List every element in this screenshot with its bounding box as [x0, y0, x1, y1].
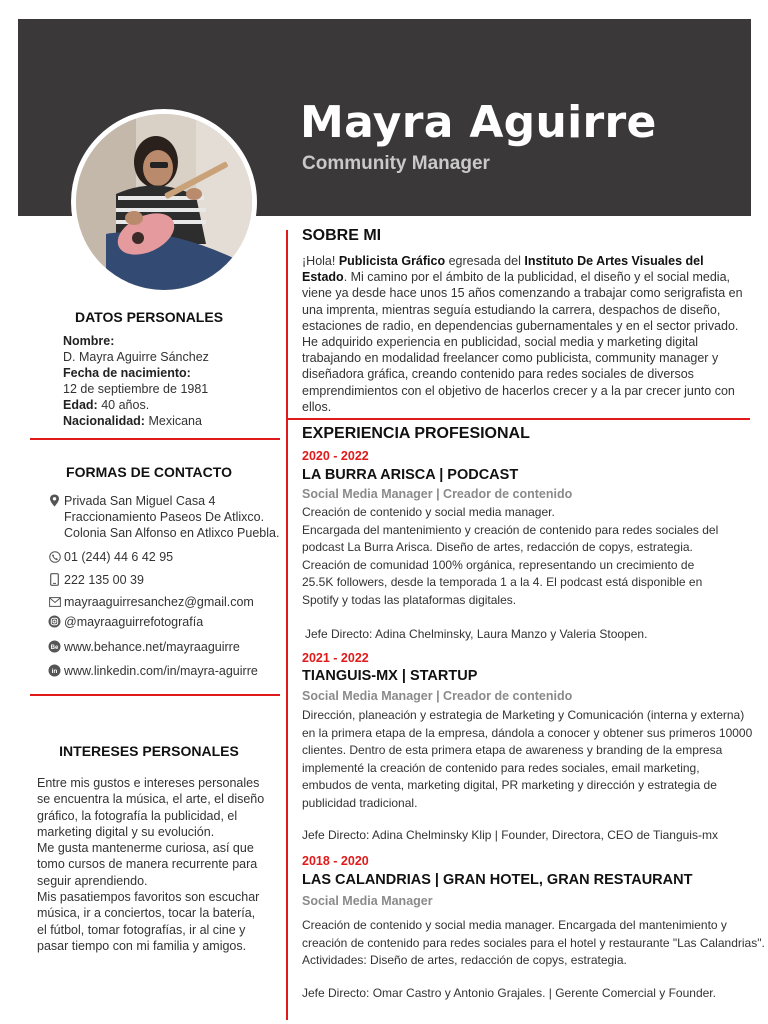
job-years: 2018 - 2020	[302, 854, 369, 868]
interests-line: gráfico, la fotografía la publicidad, el	[37, 808, 238, 823]
nationality-value: Mexicana	[148, 414, 202, 428]
interests-line: Entre mis gustos e intereses personales	[37, 776, 260, 790]
job-description-line: Creación de comunidad 100% orgánica, representando un crecimiento de	[302, 557, 695, 572]
mobile-icon	[48, 573, 61, 586]
job-boss: Jefe Directo: Adina Chelminsky, Laura Manzo y Valeria Stoopen.	[305, 627, 648, 641]
job-years: 2021 - 2022	[302, 651, 369, 665]
job-company: LA BURRA ARISCA | PODCAST	[302, 467, 519, 483]
contact-behance[interactable]	[48, 639, 240, 655]
interests-title: INTERESES PERSONALES	[59, 743, 239, 759]
linkedin-link[interactable]: www.linkedin.com/in/mayra-aguirre	[64, 664, 258, 678]
name-label: Nombre:	[63, 334, 115, 348]
profile-photo	[71, 109, 257, 295]
job-description-line: en la primera etapa de la empresa, dándola a conocer y obtener sus primeros 10000	[302, 725, 753, 740]
nationality-label: Nacionalidad:	[63, 414, 145, 428]
email-link[interactable]: mayraaguirresanchez@gmail.com	[64, 595, 254, 609]
instagram-link[interactable]: @mayraaguirrefotografía	[64, 615, 204, 629]
age-label: Edad:	[63, 398, 98, 412]
age-value: 40 años.	[101, 398, 150, 412]
job-description-line: clientes. Dentro de esta primera etapa de awareness y branding de la empresa	[302, 743, 723, 757]
job-description-line: Creación de contenido y social media manager.	[302, 505, 555, 519]
column-divider	[286, 230, 288, 1020]
location-icon	[48, 494, 61, 507]
contact-address	[48, 493, 279, 541]
job-description-line: embudos de venta, marketing digital, PR marketing y dirección y estrategia de	[302, 778, 717, 792]
job-description-line: creación de contenido para redes sociales para el hotel y restaurante "Las Calandrias".	[302, 935, 765, 950]
job-role: Social Media Manager | Creador de contenido	[302, 487, 573, 501]
divider	[288, 418, 750, 420]
about-degree: Publicista Gráfico	[338, 254, 446, 268]
job-boss: Jefe Directo: Adina Chelminsky Klip | Founder, Directora, CEO de Tianguis-mx	[302, 828, 718, 842]
behance-link[interactable]: www.behance.net/mayraaguirre	[64, 640, 240, 654]
address-line: Colonia San Alfonso en Atlixco Puebla.	[64, 526, 280, 540]
birth-label: Fecha de nacimiento:	[63, 366, 191, 380]
phone-text: 01 (244) 44 6 42 95	[64, 550, 174, 564]
personal-data-title: DATOS PERSONALES	[74, 309, 224, 325]
mail-icon	[48, 595, 61, 608]
job-description	[302, 917, 765, 970]
job-role: Social Media Manager | Creador de contenido	[302, 689, 573, 703]
job-company: TIANGUIS-MX | STARTUP	[302, 668, 478, 684]
address-line: Fraccionamiento Paseos De Atlixco.	[64, 510, 265, 524]
behance-icon	[48, 640, 61, 653]
job-description-line: Encargada del mantenimiento y creación de contenido para redes sociales del	[302, 522, 719, 537]
interests-text	[37, 775, 282, 954]
divider	[30, 438, 280, 440]
contact-email[interactable]	[48, 594, 254, 610]
interests-line: música, ir a conciertos, tocar la batería,	[37, 906, 256, 921]
job-description-line: Spotify y todas las plataformas digitales.	[302, 592, 517, 607]
job-description	[302, 707, 753, 812]
job-boss: Jefe Directo: Omar Castro y Antonio Grajales. | Gerente Comercial y Founder.	[302, 986, 716, 1000]
job-description-line: 25.5K followers, desde la temporada 1 a la 4. El podcast está disponible en	[302, 575, 703, 589]
job-description-line: podcast La Burra Arisca. Diseño de artes, redacción de copys, estrategia.	[302, 540, 693, 554]
about-title: SOBRE MI	[302, 227, 382, 244]
profile-photo-illustration	[76, 114, 252, 290]
contact-instagram[interactable]	[48, 614, 203, 630]
linkedin-icon	[48, 664, 61, 677]
divider	[30, 694, 280, 696]
about-text	[302, 253, 748, 415]
contact-linkedin[interactable]	[48, 663, 258, 679]
person-role: Community Manager	[302, 153, 490, 174]
experience-title: EXPERIENCIA PROFESIONAL	[302, 425, 530, 442]
about-school: Instituto De Artes Visuales del Estado	[302, 254, 704, 285]
interests-line: marketing digital y su evolución.	[37, 824, 215, 839]
svg-text:in: in	[51, 668, 58, 675]
job-description	[302, 504, 750, 609]
interests-line: Me gusta mantenerme curiosa, así que	[37, 841, 254, 856]
interests-line: Mis pasatiempos favoritos son escuchar	[37, 890, 260, 905]
mobile-text: 222 135 00 39	[64, 573, 144, 587]
about-connector: egresada del	[445, 254, 525, 268]
address-line: Privada San Miguel Casa 4	[64, 494, 216, 508]
interests-line: el fútbol, tomar fotografías, ir al cine y	[37, 922, 246, 937]
about-body: . Mi camino por el ámbito de la publicidad, el diseño y el social media, viene ya desde hace unos 15 años comenzando a trabajar como serigrafista en una imprenta, mientras seguía estudiando la carrera, despachos de diseño, estaciones de radio, en dependencias gubernamentales y en el sector privado. He adquirido experiencia en publicidad, social media y marketing digital trabajando en modalidad freelancer como publicista, community manager y diseñadora gráfica, creando contenido para redes sociales de diversos emprendimientos con el objetivo de hacerlos crecer y a la par crecer junto con ellos.	[302, 270, 743, 414]
job-description-line: Creación de contenido y social media manager. Encargada del mantenimiento y	[302, 918, 727, 932]
contact-phone	[48, 549, 173, 565]
interests-line: seguir aprendiendo.	[37, 873, 148, 888]
about-intro: ¡Hola!	[302, 254, 339, 268]
job-description-line: implementé la creación de contenido para redes sociales, email marketing,	[302, 760, 700, 775]
personal-data	[63, 333, 209, 429]
person-name: Mayra Aguirre	[300, 97, 657, 148]
contact-title: FORMAS DE CONTACTO	[66, 464, 232, 480]
name-value: D. Mayra Aguirre Sánchez	[63, 350, 209, 364]
svg-text:Be: Be	[50, 645, 59, 651]
job-role: Social Media Manager	[302, 894, 433, 908]
phone-icon	[48, 550, 61, 563]
birth-value: 12 de septiembre de 1981	[63, 382, 209, 396]
interests-line: se encuentra la música, el arte, el diseño	[37, 792, 265, 807]
contact-mobile	[48, 572, 144, 588]
interests-line: pasar tiempo con mi familia y amigos.	[37, 938, 247, 953]
job-description-line: publicidad tradicional.	[302, 795, 418, 810]
instagram-icon	[48, 615, 61, 628]
job-company: LAS CALANDRIAS | GRAN HOTEL, GRAN RESTAURANT	[302, 872, 693, 888]
job-description-line: Actividades: Diseño de artes, redacción de copys, estrategia.	[302, 953, 627, 967]
job-years: 2020 - 2022	[302, 449, 369, 463]
interests-line: tomo cursos de manera recurrente para	[37, 857, 258, 872]
job-description-line: Dirección, planeación y estrategia de Marketing y Comunicación (interna y externa)	[302, 708, 745, 722]
